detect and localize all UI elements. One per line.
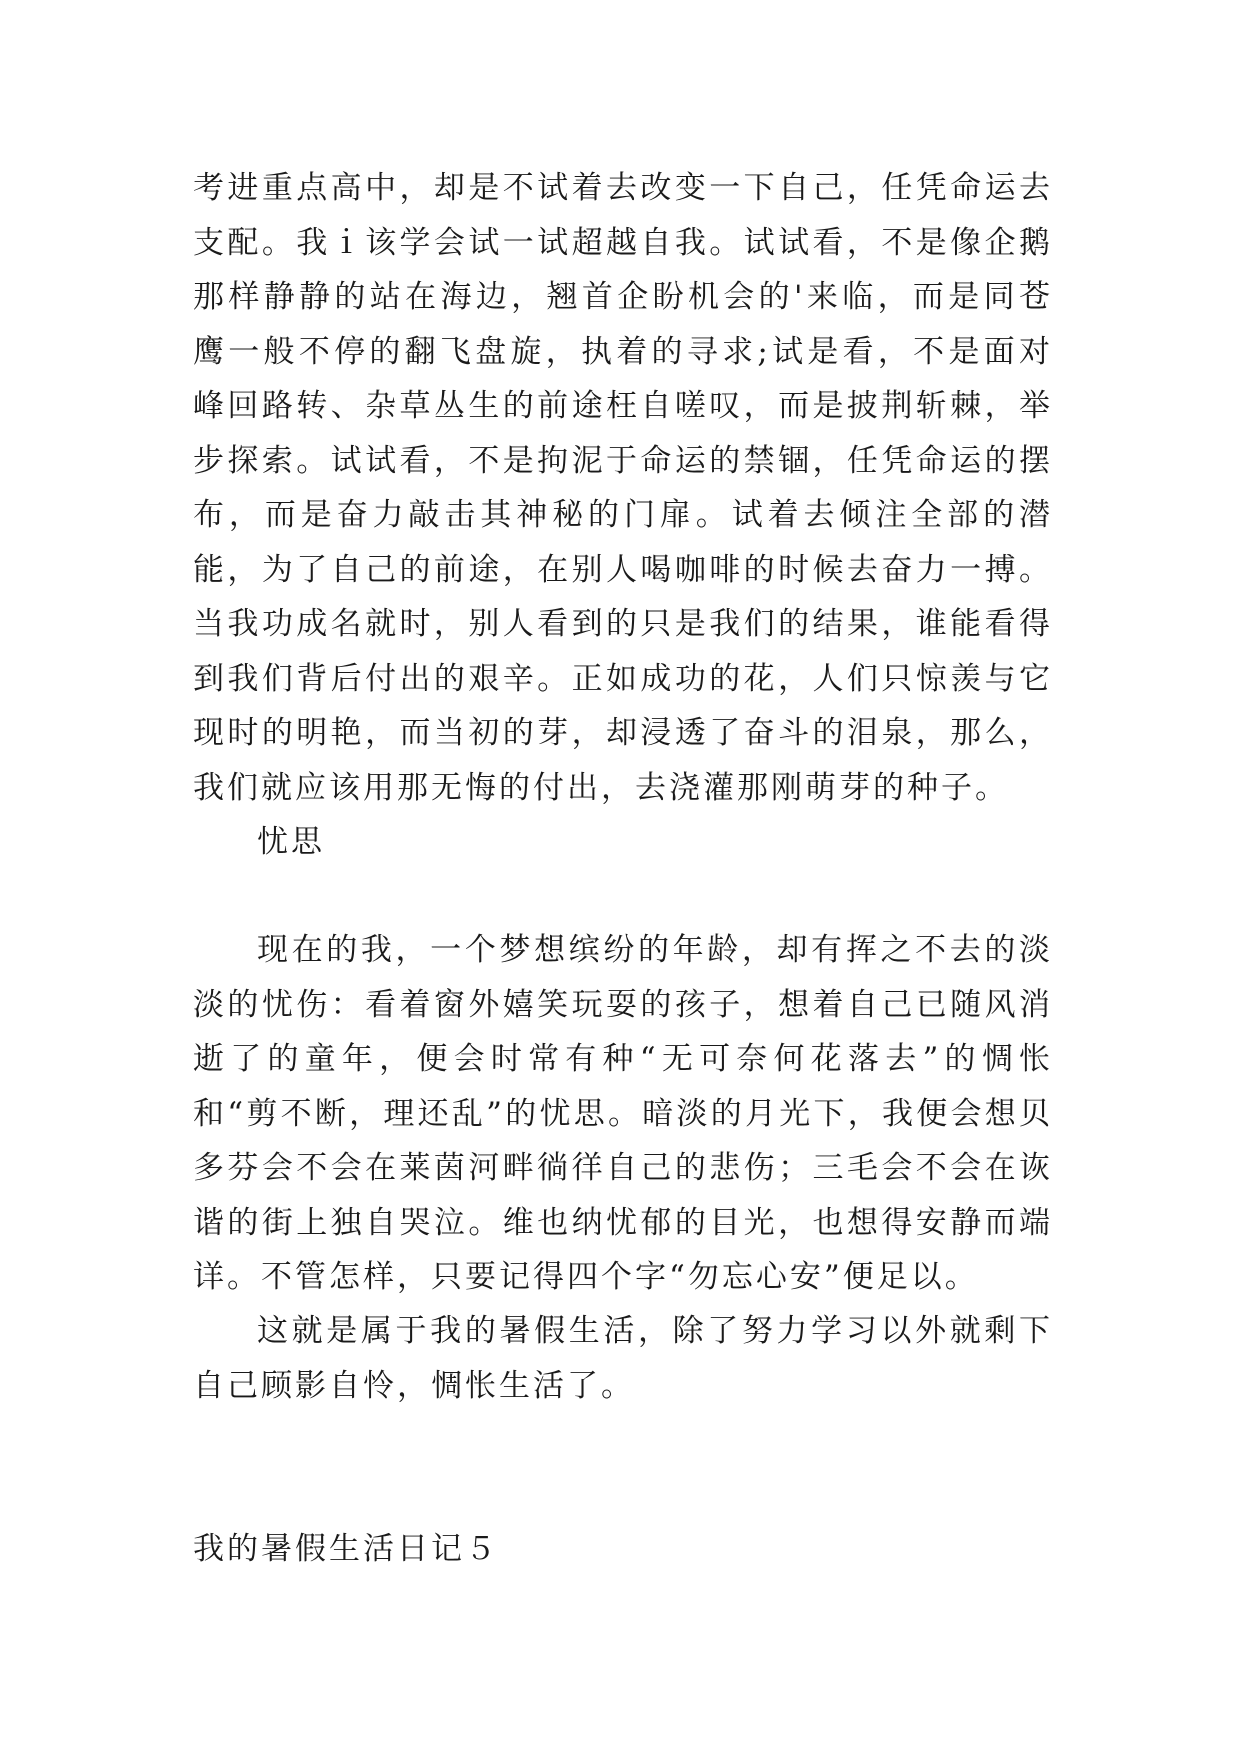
subheading-youshi: 忧思 — [257, 824, 325, 860]
body-paragraph-2: 现在的我，一个梦想缤纷的年龄，却有挥之不去的淡淡的忧伤：看着窗外嬉笑玩耍的孩子，想着自己已随风消逝了的童年，便会时常有种“无可奈何花落去”的惆怅和“剪不断，理还乱”的忧思。暗淡的月光下，我便会想贝多芬会不会在莱茵河畔徜徉自己的悲伤；三毛会不会在诙谐的街上独自哭泣。维也纳忧郁的目光，也想得安静而端详。不管怎样，只要记得四个字“勿忘心安”便足以。 — [193, 932, 1053, 1295]
body-paragraph-1: 考进重点高中，却是不试着去改变一下自己，任凭命运去支配。我ｉ该学会试一试超越自我。试试看，不是像企鹅那样静静的站在海边，翘首企盼机会的'来临，而是同苍鹰一般不停的翻飞盘旋，执着的寻求;试是看，不是面对峰回路转、杂草丛生的前途枉自嗟叹，而是披荆斩棘，举步探索。试试看，不是拘泥于命运的禁锢，任凭命运的摆布，而是奋力敲击其神秘的门扉。试着去倾注全部的潜能，为了自己的前途，在别人喝咖啡的时候去奋力一搏。当我功成名就时，别人看到的只是我们的结果，谁能看得到我们背后付出的艰辛。正如成功的花，人们只惊羡与它现时的明艳，而当初的芽，却浸透了奋斗的泪泉，那么，我们就应该用那无悔的付出，去浇灌那刚萌芽的种子。 — [193, 170, 1053, 806]
section-title: 我的暑假生活日记５ — [193, 1531, 499, 1567]
body-paragraph-3: 这就是属于我的暑假生活，除了努力学习以外就剩下自己顾影自怜，惆怅生活了。 — [193, 1313, 1053, 1404]
